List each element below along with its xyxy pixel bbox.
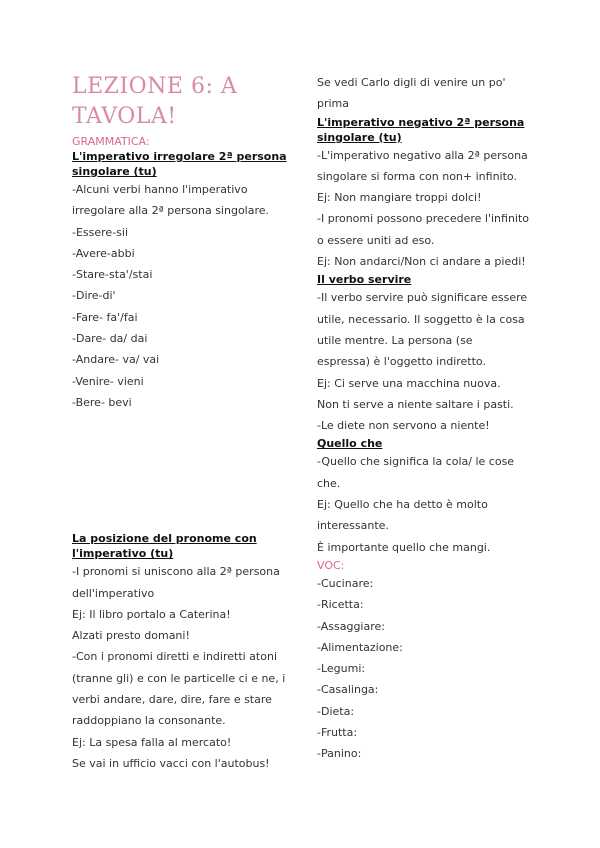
- section-heading: l'imperativo (tu): [72, 547, 174, 561]
- text-line: -Dire-di': [72, 289, 116, 303]
- vocab-item: -Assaggiare:: [317, 619, 385, 633]
- text-line: -I pronomi possono precedere l'infinito: [317, 212, 530, 226]
- text-line: raddoppiano la consonante.: [72, 714, 226, 728]
- text-line: -Le diete non servono a niente!: [317, 419, 490, 433]
- text-line: È importante quello che mangi.: [317, 540, 491, 554]
- text-line: espressa) è l'oggetto indiretto.: [317, 355, 486, 369]
- voc-label: VOC:: [317, 558, 345, 572]
- section-heading: L'imperativo irregolare 2ª persona: [72, 150, 287, 163]
- text-line: -Con i pronomi diretti e indiretti atoni: [72, 650, 277, 664]
- text-line: Ej: Ci serve una macchina nuova.: [317, 376, 501, 390]
- section-vocabulary: [317, 558, 547, 765]
- section-heading: La posizione del pronome con: [72, 532, 257, 546]
- vocab-item: -Frutta:: [317, 726, 358, 740]
- text-line: utile, necessario. Il soggetto è la cosa: [317, 312, 525, 326]
- text-line: -Avere-abbi: [72, 246, 135, 260]
- spacer: [72, 413, 302, 531]
- section-heading: singolare (tu): [317, 130, 402, 144]
- section-irregular-imperative: [72, 149, 302, 413]
- text-line: -Andare- va/ vai: [72, 353, 160, 367]
- vocab-item: -Ricetta:: [317, 598, 364, 612]
- text-line: che.: [317, 476, 341, 490]
- text-line: -Dare- da/ dai: [72, 332, 148, 346]
- text-line: (tranne gli) e con le particelle ci e ne, i: [72, 671, 286, 685]
- text-line: Se vai in ufficio vacci con l'autobus!: [72, 756, 270, 770]
- text-line: prima: [317, 97, 350, 111]
- text-line: irregolare alla 2ª persona singolare.: [72, 204, 270, 218]
- text-line: -Quello che significa la cola/ le cose: [317, 455, 515, 469]
- vocab-item: -Cucinare:: [317, 576, 374, 590]
- text-line: utile mentre. La persona (se: [317, 333, 473, 347]
- text-line: -I pronomi si uniscono alla 2ª persona: [72, 565, 280, 579]
- text-line: -Alcuni verbi hanno l'imperativo: [72, 183, 248, 196]
- vocab-item: -Casalinga:: [317, 683, 379, 697]
- section-verbo-servire: [317, 272, 547, 436]
- text-line: -L'imperativo negativo alla 2ª persona: [317, 148, 528, 162]
- right-column: [317, 72, 547, 765]
- section-heading: L'imperativo negativo 2ª persona: [317, 115, 525, 129]
- text-line: Non ti serve a niente saltare i pasti.: [317, 397, 514, 411]
- text-line: Se vedi Carlo digli di venire un po': [317, 76, 506, 89]
- lesson-title: LEZIONE 6: A TAVOLA!: [72, 74, 238, 129]
- section-quello-che: [317, 436, 547, 557]
- text-line: o essere uniti ad eso.: [317, 233, 435, 247]
- text-line: -Bere- bevi: [72, 395, 132, 409]
- text-line: Ej: Non andarci/Non ci andare a piedi!: [317, 255, 526, 269]
- text-line: -Essere-sii: [72, 225, 129, 239]
- left-column: [72, 72, 302, 774]
- vocab-item: -Panino:: [317, 747, 362, 761]
- text-line: Alzati presto domani!: [72, 629, 190, 643]
- text-line: Ej: Il libro portalo a Caterina!: [72, 607, 231, 621]
- section-pronoun-position: [72, 531, 302, 774]
- section-negative-imperative: [317, 115, 547, 273]
- text-line: dell'imperativo: [72, 586, 155, 600]
- text-line: interessante.: [317, 519, 389, 533]
- text-line: -Venire- vieni: [72, 374, 144, 388]
- text-line: singolare si forma con non+ infinito.: [317, 169, 517, 183]
- text-line: -Stare-sta'/stai: [72, 268, 153, 282]
- text-line: Ej: Non mangiare troppi dolci!: [317, 191, 482, 205]
- vocab-item: -Legumi:: [317, 662, 366, 676]
- text-line: verbi andare, dare, dire, fare e stare: [72, 693, 272, 707]
- grammar-label: GRAMMATICA:: [72, 135, 150, 148]
- text-line: Ej: La spesa falla al mercato!: [72, 735, 232, 749]
- text-line: Ej: Quello che ha detto è molto: [317, 498, 488, 512]
- vocab-item: -Dieta:: [317, 704, 355, 718]
- vocab-item: -Alimentazione:: [317, 640, 403, 654]
- section-heading: singolare (tu): [72, 165, 157, 178]
- section-heading: Quello che: [317, 437, 383, 451]
- section-heading: Il verbo servire: [317, 273, 412, 287]
- text-line: -Il verbo servire può significare essere: [317, 291, 528, 305]
- text-line: -Fare- fa'/fai: [72, 310, 138, 324]
